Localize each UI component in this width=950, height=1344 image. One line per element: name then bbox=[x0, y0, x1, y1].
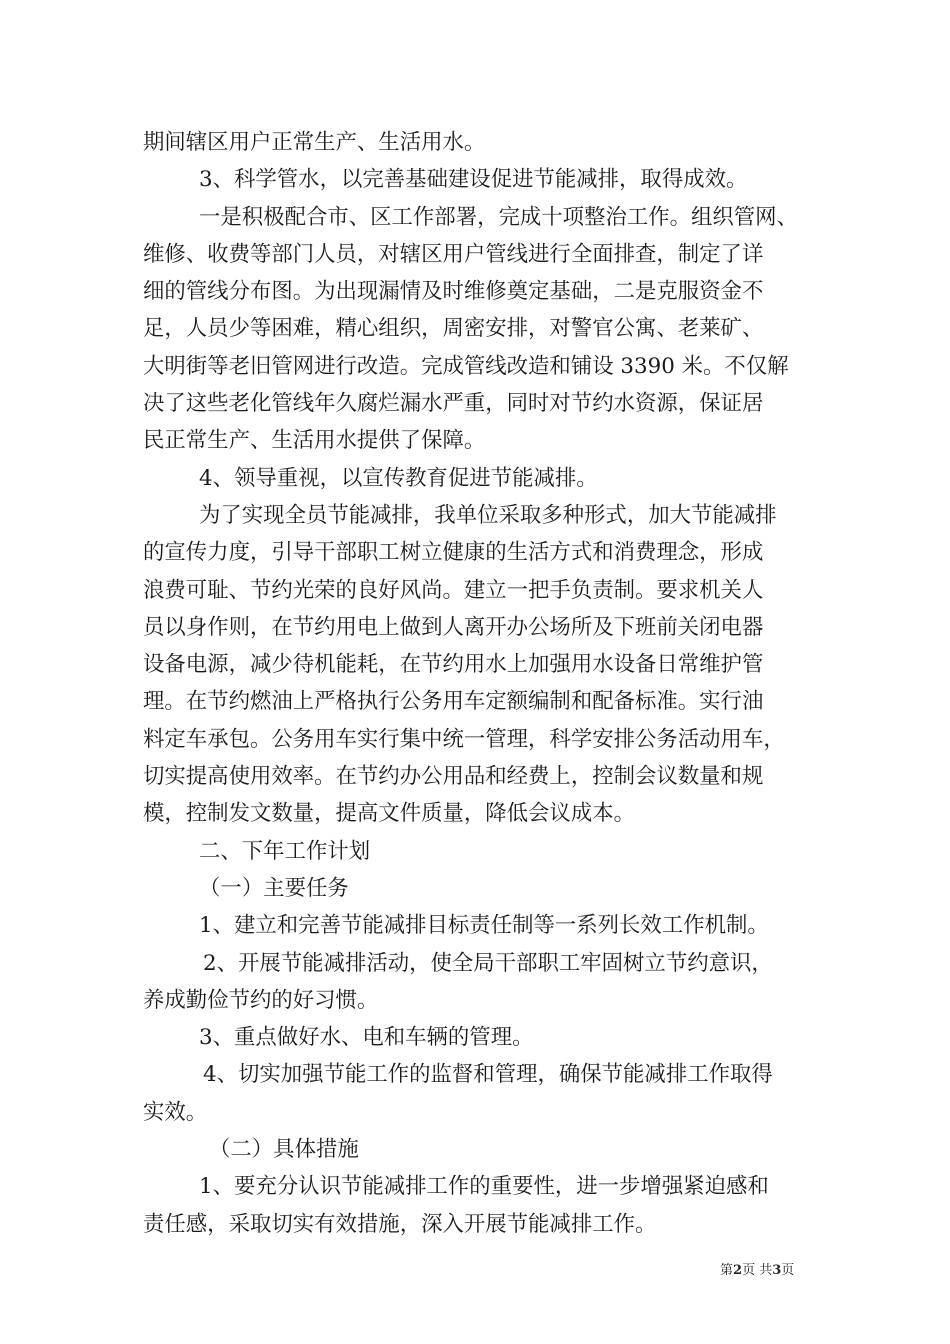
section-heading: 二、下年工作计划 bbox=[199, 838, 371, 864]
paragraph-line: 足，人员少等困难，精心组织，周密安排，对警官公寓、老莱矿、 bbox=[143, 316, 764, 342]
paragraph-line: 民正常生产、生活用水提供了保障。 bbox=[143, 428, 486, 454]
list-item: 3、重点做好水、电和车辆的管理。 bbox=[199, 1025, 534, 1051]
paragraph-line: 浪费可耻、节约光荣的良好风尚。建立一把手负责制。要求机关人 bbox=[143, 577, 764, 603]
list-item: 2、开展节能减排活动，使全局干部职工牢固树立节约意识， bbox=[203, 950, 773, 976]
footer-middle: 页 共 bbox=[742, 1263, 773, 1278]
paragraph-line: 料定车承包。公务用车实行集中统一管理，科学安排公务活动用车， bbox=[143, 726, 785, 752]
paragraph-line: 切实提高使用效率。在节约办公用品和经费上，控制会议数量和规 bbox=[143, 764, 764, 790]
paragraph-line: 模，控制发文数量，提高文件质量，降低会议成本。 bbox=[143, 801, 635, 827]
paragraph-line: 责任感，采取切实有效措施，深入开展节能减排工作。 bbox=[143, 1211, 657, 1237]
list-item: 4、切实加强节能工作的监督和管理，确保节能减排工作取得 bbox=[203, 1062, 773, 1088]
footer-prefix: 第 bbox=[720, 1263, 734, 1278]
total-page-number: 3 bbox=[772, 1263, 782, 1278]
section-heading: 3、科学管水，以完善基础建设促进节能减排，取得成效。 bbox=[199, 167, 748, 193]
paragraph-line: 维修、收费等部门人员，对辖区用户管线进行全面排查，制定了详 bbox=[143, 241, 764, 267]
paragraph-line: 养成勤俭节约的好习惯。 bbox=[143, 987, 379, 1013]
paragraph-line: 设备电源，减少待机能耗，在节约用水上加强用水设备日常维护管 bbox=[143, 652, 764, 678]
document-body bbox=[143, 124, 823, 1243]
paragraph-line: 员以身作则，在节约用电上做到人离开办公场所及下班前关闭电器 bbox=[143, 614, 764, 640]
paragraph-line: 细的管线分布图。为出现漏情及时维修奠定基础，二是克服资金不 bbox=[143, 279, 764, 305]
subsection-heading: （二）具体措施 bbox=[209, 1137, 359, 1163]
paragraph-line: 一是积极配合市、区工作部署，完成十项整治工作。组织管网、 bbox=[199, 204, 798, 230]
subsection-heading: （一）主要任务 bbox=[199, 875, 349, 901]
section-heading: 4、领导重视，以宣传教育促进节能减排。 bbox=[199, 465, 598, 491]
paragraph-line: 实效。 bbox=[143, 1099, 208, 1125]
footer-suffix: 页 bbox=[781, 1263, 795, 1278]
paragraph-line: 理。在节约燃油上严格执行公务用车定额编制和配备标准。实行油 bbox=[143, 689, 764, 715]
list-item: 1、建立和完善节能减排目标责任制等一系列长效工作机制。 bbox=[199, 913, 769, 939]
paragraph-line: 为了实现全员节能减排，我单位采取多种形式，加大节能减排 bbox=[199, 502, 777, 528]
paragraph-line: 决了这些老化管线年久腐烂漏水严重，同时对节约水资源，保证居 bbox=[143, 391, 764, 417]
list-item: 1、要充分认识节能减排工作的重要性，进一步增强紧迫感和 bbox=[199, 1174, 769, 1200]
paragraph-line: 大明街等老旧管网进行改造。完成管线改造和铺设 3390 米。不仅解 bbox=[143, 353, 789, 379]
paragraph-line: 期间辖区用户正常生产、生活用水。 bbox=[143, 130, 486, 155]
page-number-footer bbox=[720, 1262, 794, 1280]
current-page-number: 2 bbox=[733, 1263, 743, 1278]
paragraph-line: 的宣传力度，引导干部职工树立健康的生活方式和消费理念，形成 bbox=[143, 540, 764, 566]
